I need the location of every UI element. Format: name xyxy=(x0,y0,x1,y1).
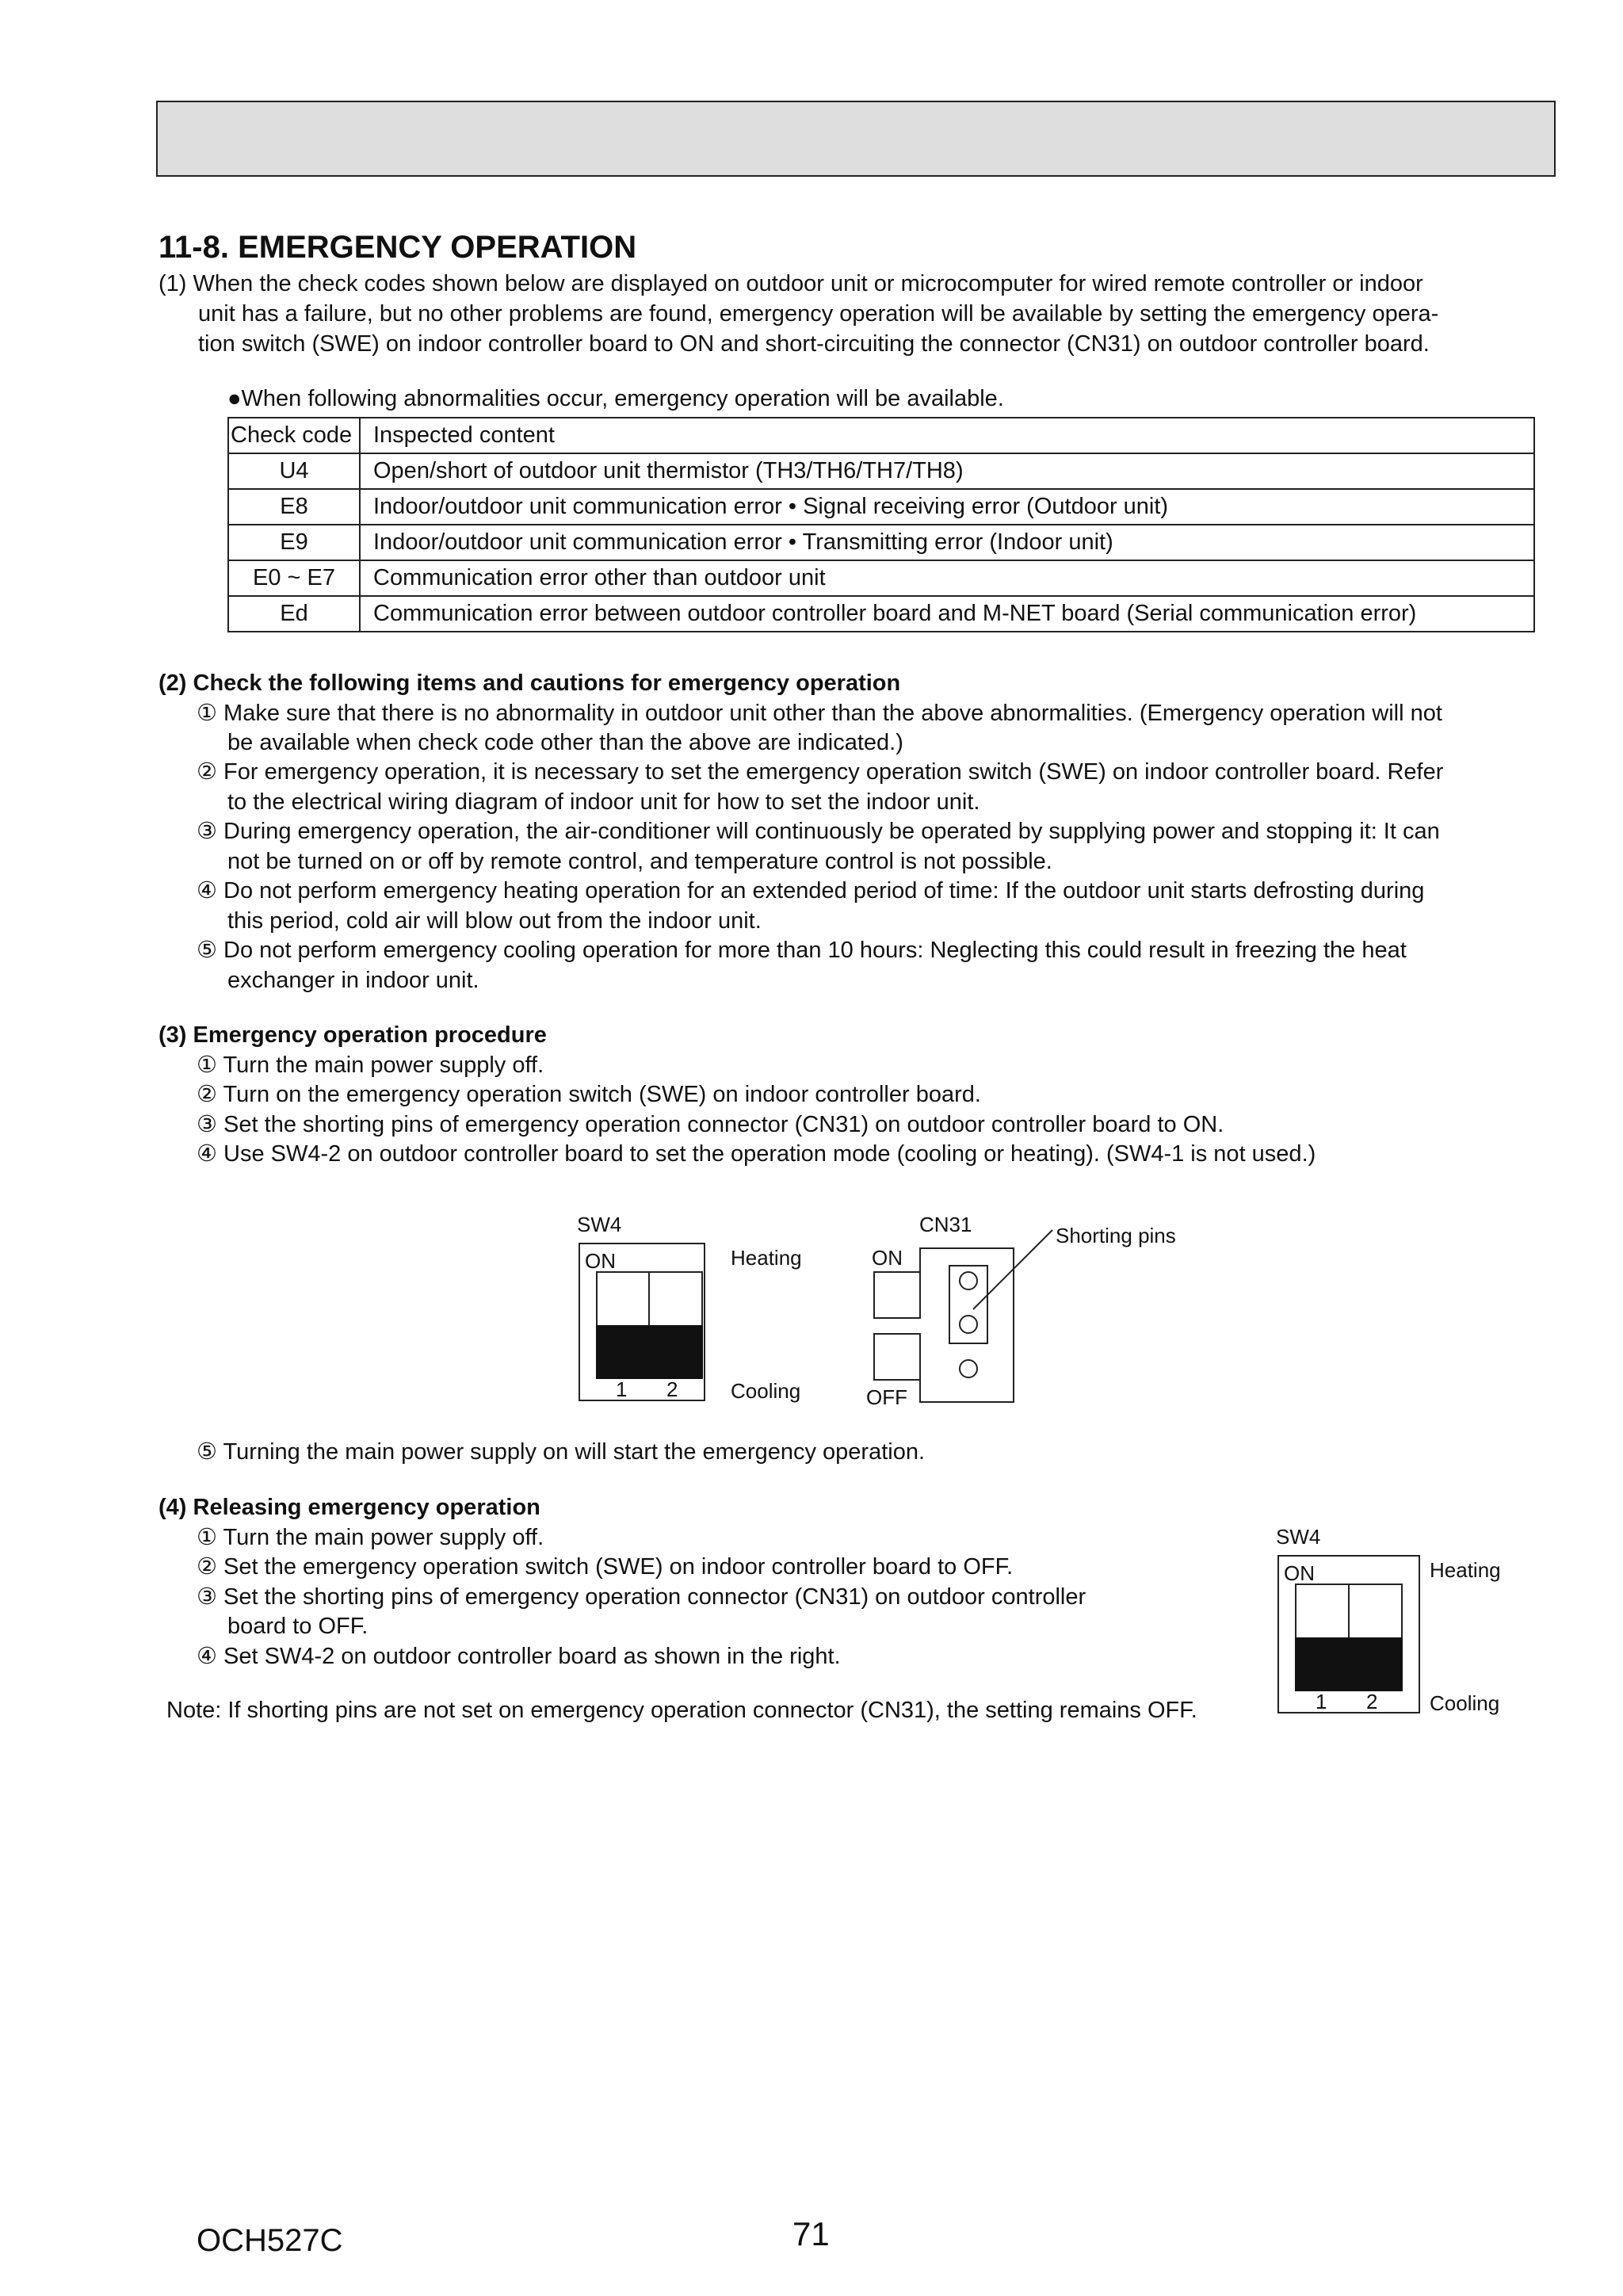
procedure-step-5: ⑤ Turning the main power supply on will start the emergency operation. xyxy=(197,1439,926,1465)
intro-line-3: tion switch (SWE) on indoor controller board to ON and short-circuiting the connector (CN31) on outdoor controller board. xyxy=(198,331,1430,357)
releasing-step: board to OFF. xyxy=(227,1614,369,1639)
cn31-outline-left-low xyxy=(919,1379,921,1403)
sw4-label: SW4 xyxy=(577,1213,622,1236)
checks-line: to the electrical wiring diagram of indoor unit for how to set the indoor unit. xyxy=(227,789,980,815)
checks-line: this period, cold air will blow out from the indoor unit. xyxy=(227,908,762,934)
checks-line: ③ During emergency operation, the air-conditioner will continuously be operated by supplying power and stopping it: It can xyxy=(197,819,1440,844)
cn31-outline-bottom xyxy=(919,1401,1014,1403)
checks-line: exchanger in indoor unit. xyxy=(227,968,479,993)
heating-label: Heating xyxy=(1430,1558,1501,1582)
cn31-outline-left-high xyxy=(919,1247,921,1271)
table-cell-content: Communication error between outdoor controller board and M-NET board (Serial communication error) xyxy=(360,596,1534,632)
sw4-on-label: ON xyxy=(1284,1561,1315,1585)
releasing-note: Note: If shorting pins are not set on emergency operation connector (CN31), the setting remains OFF. xyxy=(166,1698,1197,1723)
bullet-text: When following abnormalities occur, emergency operation will be available. xyxy=(241,386,1004,411)
sw4-pin-2: 2 xyxy=(666,1377,678,1401)
procedure-step: ④ Use SW4-2 on outdoor controller board to set the operation mode (cooling or heating). (SW4-1 is not used.) xyxy=(197,1141,1316,1167)
procedure-heading: (3) Emergency operation procedure xyxy=(158,1022,547,1048)
table-header-content: Inspected content xyxy=(360,418,1534,453)
table-header-code: Check code xyxy=(228,418,360,453)
table-cell-code: Ed xyxy=(228,596,360,632)
leader-line-icon xyxy=(970,1227,1057,1312)
checks-line: ② For emergency operation, it is necessary to set the emergency operation switch (SWE) on indoor controller board. Refer xyxy=(197,759,1444,785)
sw4-toggle-block xyxy=(596,1325,703,1379)
releasing-step: ③ Set the shorting pins of emergency operation connector (CN31) on outdoor controller xyxy=(197,1584,1086,1610)
checks-heading: (2) Check the following items and cautions for emergency operation xyxy=(158,670,901,696)
intro-line-1: (1) When the check codes shown below are displayed on outdoor unit or microcomputer for wired remote controller or indoor xyxy=(158,271,1423,296)
sw4-label: SW4 xyxy=(1276,1525,1321,1549)
procedure-step: ② Turn on the emergency operation switch (SWE) on indoor controller board. xyxy=(197,1082,981,1107)
checks-line: be available when check code other than the above are indicated.) xyxy=(227,730,903,755)
table-cell-code: E8 xyxy=(228,489,360,525)
procedure-step: ③ Set the shorting pins of emergency operation connector (CN31) on outdoor controller board to ON. xyxy=(197,1112,1224,1137)
table-row xyxy=(228,560,1534,596)
sw4-pin-1: 1 xyxy=(1316,1690,1327,1713)
heating-label: Heating xyxy=(731,1246,802,1270)
table-cell-content: Communication error other than outdoor unit xyxy=(360,560,1534,596)
checks-line: ④ Do not perform emergency heating operation for an extended period of time: If the outdoor unit starts defrosting during xyxy=(197,878,1425,904)
releasing-step: ② Set the emergency operation switch (SWE) on indoor controller board to OFF. xyxy=(197,1554,1014,1580)
cn31-on-label: ON xyxy=(872,1246,903,1270)
table-row xyxy=(228,489,1534,525)
table-row xyxy=(228,525,1534,560)
bullet-line xyxy=(227,384,1004,415)
table-cell-code: E0 ~ E7 xyxy=(228,560,360,596)
section-title: 11-8. EMERGENCY OPERATION xyxy=(158,230,637,265)
releasing-step: ① Turn the main power supply off. xyxy=(197,1525,544,1550)
releasing-step: ④ Set SW4-2 on outdoor controller board as shown in the right. xyxy=(197,1644,841,1669)
sw4-on-label: ON xyxy=(585,1249,616,1273)
shorting-pins-label: Shorting pins xyxy=(1056,1224,1176,1247)
table-header-row xyxy=(228,418,1534,453)
bullet-icon: ● xyxy=(227,386,242,411)
table-cell-content: Indoor/outdoor unit communication error • Signal receiving error (Outdoor unit) xyxy=(360,489,1534,525)
connector-pin-icon xyxy=(959,1315,978,1334)
cn31-on-tab xyxy=(873,1271,921,1319)
checks-line: ① Make sure that there is no abnormality in outdoor unit other than the above abnormalities. (Emergency operation will not xyxy=(197,701,1442,726)
header-bar xyxy=(156,101,1556,177)
footer-page-number: 71 xyxy=(792,2215,830,2252)
sw4-pin-1: 1 xyxy=(616,1377,628,1401)
connector-pin-icon xyxy=(959,1359,978,1378)
table-row xyxy=(228,596,1534,632)
cooling-label: Cooling xyxy=(731,1379,801,1403)
checks-line: ⑤ Do not perform emergency cooling operation for more than 10 hours: Neglecting this could result in freezing the heat xyxy=(197,938,1407,963)
table-cell-content: Indoor/outdoor unit communication error • Transmitting error (Indoor unit) xyxy=(360,525,1534,560)
table-cell-code: U4 xyxy=(228,453,360,489)
table-row xyxy=(228,453,1534,489)
cn31-off-label: OFF xyxy=(866,1385,907,1409)
table-cell-code: E9 xyxy=(228,525,360,560)
sw4-pin-2: 2 xyxy=(1366,1690,1378,1713)
procedure-step: ① Turn the main power supply off. xyxy=(197,1052,544,1078)
cooling-label: Cooling xyxy=(1430,1691,1500,1715)
checks-line: not be turned on or off by remote control, and temperature control is not possible. xyxy=(227,849,1052,874)
cn31-off-tab xyxy=(873,1333,921,1381)
sw4-toggle-block xyxy=(1295,1637,1403,1691)
check-code-table xyxy=(227,417,1535,632)
table-cell-content: Open/short of outdoor unit thermistor (TH3/TH6/TH7/TH8) xyxy=(360,453,1534,489)
cn31-label: CN31 xyxy=(919,1213,972,1236)
footer-model-number: OCH527C xyxy=(197,2223,343,2258)
releasing-heading: (4) Releasing emergency operation xyxy=(158,1495,540,1520)
intro-line-2: unit has a failure, but no other problems are found, emergency operation will be available by setting the emergency opera- xyxy=(198,301,1439,327)
